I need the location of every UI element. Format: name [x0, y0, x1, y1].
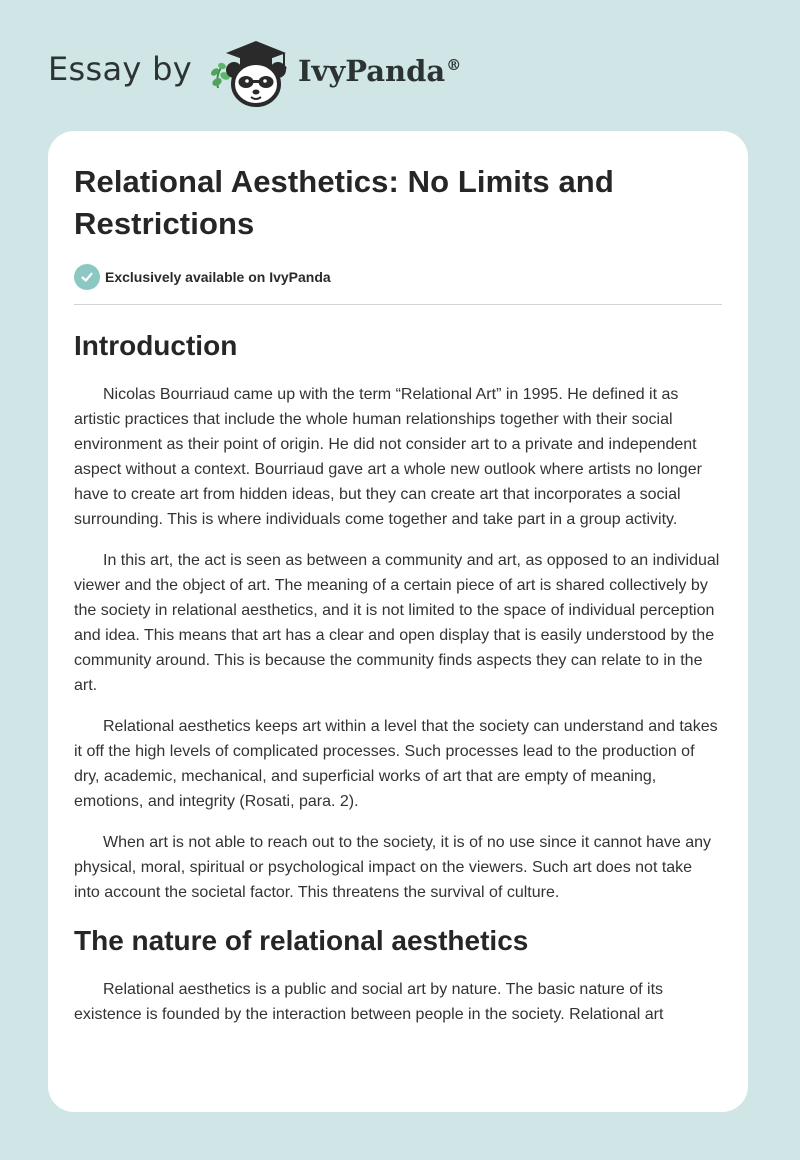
- section-heading: The nature of relational aesthetics: [74, 925, 529, 956]
- exclusive-badge-label: Exclusively available on IvyPanda: [105, 269, 331, 285]
- site-header: [48, 36, 461, 110]
- ivypanda-brand-name[interactable]: IvyPanda®: [297, 54, 462, 88]
- essay-title: Relational Aesthetics: No Limits and Restrictions: [74, 164, 614, 241]
- paragraph: In this art, the act is seen as between a community and art, as opposed to an individual viewer and the object of art. The meaning of a certain piece of art is shared collectively by the society in relational aesthetics, and it is not limited to the space of individual perception and idea. This means that art has a clear and open display that is easily understood by the community around. This is because the community finds aspects they can relate to in the art.: [74, 552, 720, 694]
- checkmark-icon: [74, 264, 100, 290]
- section-introduction: [74, 329, 722, 905]
- paragraph: When art is not able to reach out to the society, it is of no use since it cannot have any physical, moral, spiritual or psychological impact on the viewers. Such art does not take into account the societal factor. This threatens the survival of culture.: [74, 834, 712, 901]
- title-divider: [74, 304, 722, 305]
- exclusive-badge: [74, 264, 722, 290]
- paragraph: Nicolas Bourriaud came up with the term “Relational Art” in 1995. He defined it as artistic practices that include the whole human relationships together with their social environment as their point of origin. He did not consider art to a private and independent aspect without a context. Bourriaud gave art a whole new outlook where artists no longer have to create art from hidden ideas, but they can create art that incorporates a social surrounding. This is where individuals come together and take part in a group activity.: [74, 386, 702, 528]
- ivypanda-logo-icon[interactable]: [206, 36, 294, 110]
- registered-mark: ®: [446, 56, 462, 75]
- essay-card: [48, 131, 748, 1112]
- section-heading: Introduction: [74, 330, 238, 361]
- paragraph: Relational aesthetics keeps art within a level that the society can understand and takes it off the high levels of complicated processes. Such processes lead to the production of dry, academic, mechanical, and superficial works of art that are empty of meaning, emotions, and integrity (Rosati, para. 2).: [74, 718, 718, 810]
- paragraph: Relational aesthetics is a public and social art by nature. The basic nature of its existence is founded by the interaction between people in the society. Relational art: [74, 981, 664, 1023]
- section-nature-of-relational-aesthetics: [74, 924, 722, 1027]
- essay-by-label: Essay by: [48, 50, 192, 88]
